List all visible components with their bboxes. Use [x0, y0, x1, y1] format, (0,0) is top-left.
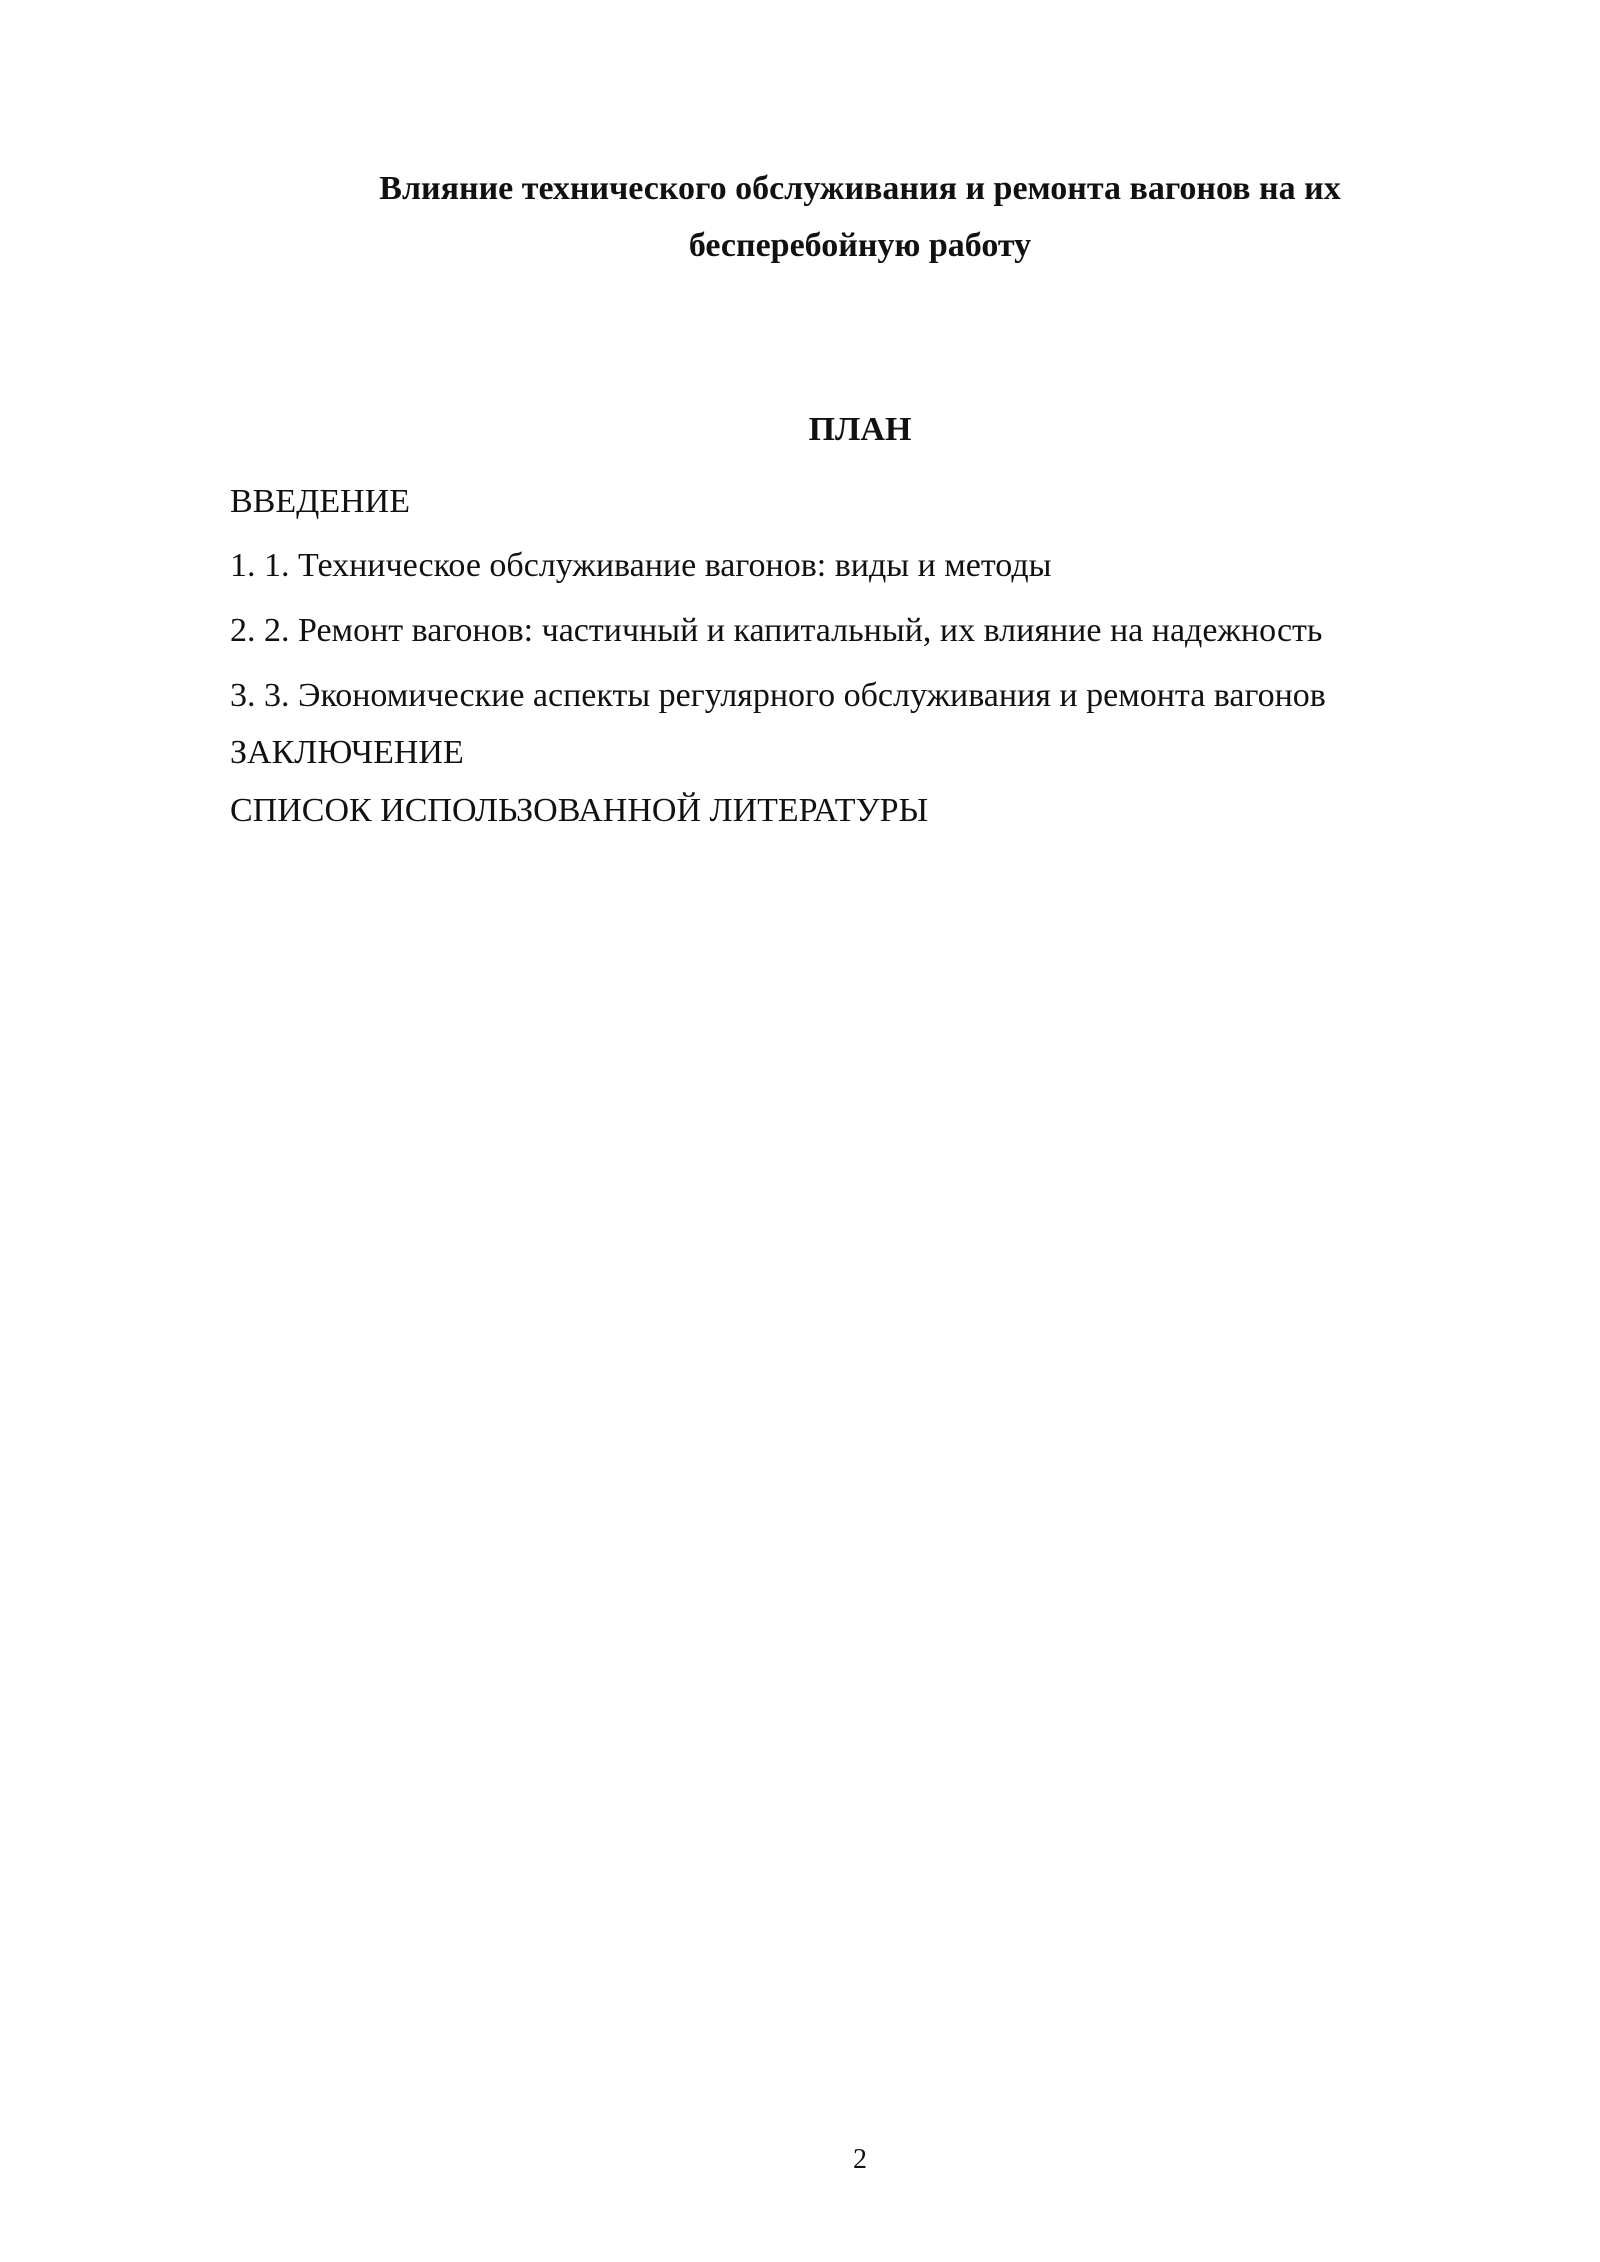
table-of-contents — [230, 477, 1520, 843]
toc-item-conclusion: ЗАКЛЮЧЕНИЕ — [230, 734, 464, 771]
document-title-line: Влияние технического обслуживания и ремонта вагонов на их — [379, 170, 1341, 207]
document-title-line: бесперебойную работу — [688, 227, 1032, 264]
toc-item-chapter-2: 2. 2. Ремонт вагонов: частичный и капитальный, их влияние на надежность — [230, 612, 1323, 649]
toc-item-chapter-1: 1. 1. Техническое обслуживание вагонов: виды и методы — [230, 547, 1052, 584]
toc-item-references: СПИСОК ИСПОЛЬЗОВАННОЙ ЛИТЕРАТУРЫ — [230, 792, 929, 829]
toc-item-chapter-3: 3. 3. Экономические аспекты регулярного обслуживания и ремонта вагонов — [230, 677, 1326, 714]
plan-heading: ПЛАН — [808, 411, 912, 448]
page-number: 2 — [853, 2144, 867, 2175]
document-title — [230, 160, 1490, 274]
toc-item-introduction: ВВЕДЕНИЕ — [230, 483, 410, 520]
